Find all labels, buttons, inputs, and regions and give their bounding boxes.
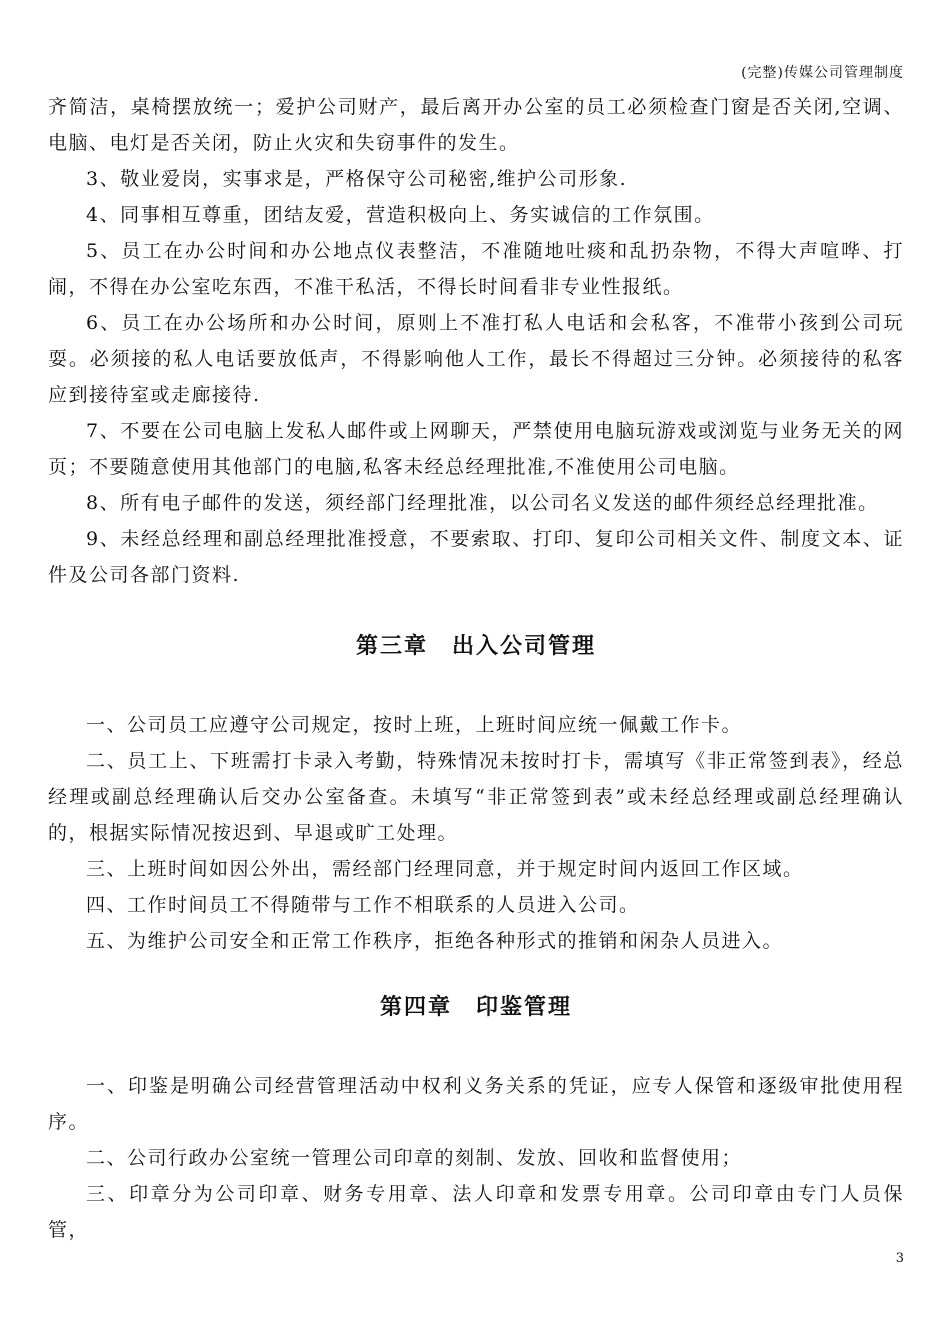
paragraph-rule-3: 3、敬业爱岗，实事求是，严格保守公司秘密,维护公司形象. [86,168,628,190]
chapter-4-section [48,1068,904,1248]
paragraph-ch3-item-4: 四、工作时间员工不得随带与工作不相联系的人员进入公司。 [86,894,640,916]
chapter-3-title: 第三章 出入公司管理 [355,634,596,659]
intro-section [48,89,904,593]
paragraph-rule-6: 6、员工在办公场所和办公时间，原则上不准打私人电话和会私客，不准带小孩到公司玩耍。必须接的私人电话要放低声，不得影响他人工作，最长不得超过三分钟。必须接待的私客应到接待室或走廊接待. [48,312,904,406]
page-number: 3 [895,1251,904,1266]
paragraph-rule-8: 8、所有电子邮件的发送，须经部门经理批准，以公司名义发送的邮件须经总经理批准。 [86,492,879,514]
chapter-3-section [48,707,904,959]
paragraph-ch4-item-2: 二、公司行政办公室统一管理公司印章的刻制、发放、回收和监督使用； [86,1147,743,1169]
paragraph-ch3-item-2: 二、员工上、下班需打卡录入考勤，特殊情况未按时打卡，需填写《非正常签到表》，经总经理或副总经理确认后交办公室备查。未填写“非正常签到表”或未经总经理或副总经理确认的，根据实际情况按迟到、早退或旷工处理。 [48,750,904,844]
paragraph-ch3-item-5: 五、为维护公司安全和正常工作秩序，拒绝各种形式的推销和闲杂人员进入。 [86,930,784,952]
paragraph-rule-4: 4、同事相互尊重，团结友爱，营造积极向上、务实诚信的工作氛围。 [86,204,715,226]
paragraph-ch3-item-1: 一、公司员工应遵守公司规定，按时上班，上班时间应统一佩戴工作卡。 [86,714,743,736]
paragraph-rule-5: 5、员工在办公时间和办公地点仪表整洁，不准随地吐痰和乱扔杂物，不得大声喧哗、打闹，不得在办公室吃东西，不准干私活，不得长时间看非专业性报纸。 [48,240,904,298]
paragraph-ch3-item-3: 三、上班时间如因公外出，需经部门经理同意，并于规定时间内返回工作区域。 [86,858,804,880]
paragraph-ch4-item-3: 三、印章分为公司印章、财务专用章、法人印章和发票专用章。公司印章由专门人员保管， [48,1183,904,1241]
paragraph-continued: 齐简洁，桌椅摆放统一；爱护公司财产，最后离开办公室的员工必须检查门窗是否关闭,空调、电脑、电灯是否关闭，防止火灾和失窃事件的发生。 [48,96,904,154]
paragraph-rule-9: 9、未经总经理和副总经理批准授意，不要索取、打印、复印公司相关文件、制度文本、证件及公司各部门资料. [48,528,904,586]
paragraph-rule-7: 7、不要在公司电脑上发私人邮件或上网聊天，严禁使用电脑玩游戏或浏览与业务无关的网页；不要随意使用其他部门的电脑,私客未经总经理批准,不准使用公司电脑。 [48,420,904,478]
running-header: (完整)传媒公司管理制度 [741,65,904,81]
chapter-4-title: 第四章 印鉴管理 [379,995,572,1020]
paragraph-ch4-item-1: 一、印鉴是明确公司经营管理活动中权利义务关系的凭证，应专人保管和逐级审批使用程序。 [48,1075,904,1133]
